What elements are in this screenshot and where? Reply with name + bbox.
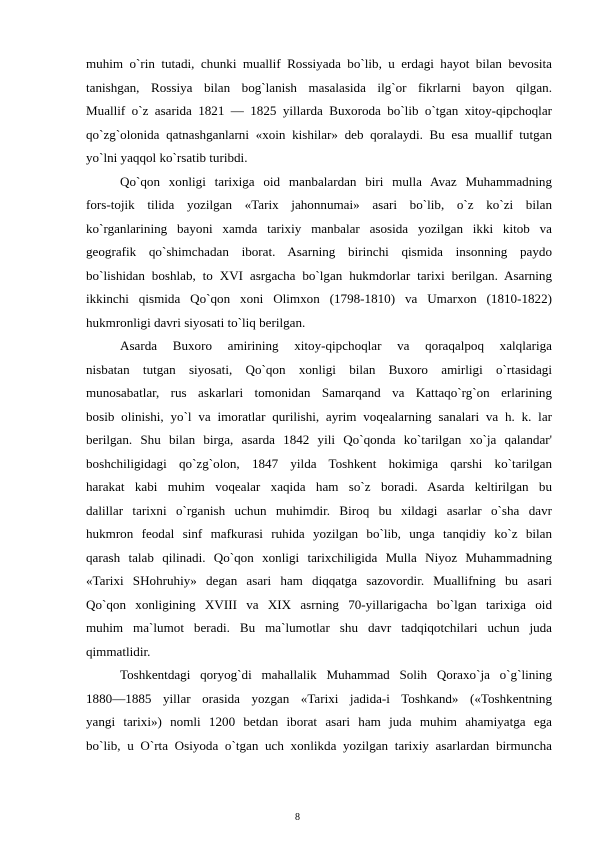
text-line: hukmronligi davri siyosati to`liq berilgan. bbox=[86, 314, 306, 330]
text-line: boshchiligidagi qo`zg`olon, 1847 yilda Toshkent hokimiga qarshi ko`tarilgan bbox=[86, 455, 552, 471]
paragraph bbox=[86, 663, 552, 757]
text-line: bosib olinishi, yo`l va imoratlar qurilishi, ayrim voqealarning sanalari va h. k. lar bbox=[86, 408, 552, 424]
text-line: yangi tarixi») nomli 1200 betdan iborat asari ham juda muhim ahamiyatga ega bbox=[86, 714, 552, 729]
page-number: 8 bbox=[295, 812, 300, 823]
text-line: tanishgan, Rossiya bilan bog`lanish masalasida ilg`or fikrlarni bayon qilgan. bbox=[86, 79, 552, 95]
text-line: yo`lni yaqqol ko`rsatib turibdi. bbox=[86, 150, 248, 165]
text-line: berilgan. Shu bilan birga, asarda 1842 yili Qo`qonda ko`tarilgan xo`ja qalandar' bbox=[86, 432, 552, 447]
text-line: «Tarixi SHohruhiy» degan asari ham diqqatga sazovordir. Muallifning bu asari bbox=[86, 573, 552, 588]
text-line: nisbatan tutgan siyosati, Qo`qon xonligi bilan Buxoro amirligi o`rtasidagi bbox=[86, 361, 552, 377]
body-text bbox=[86, 52, 552, 757]
text-line: dalillar tarixni o`rganish uchun muhimdir. Biroq bu xildagi asarlar o`sha davr bbox=[86, 502, 552, 518]
paragraph bbox=[86, 52, 552, 170]
text-line: ikkinchi qismida Qo`qon xoni Olimxon (1798-1810) va Umarxon (1810-1822) bbox=[86, 291, 552, 306]
text-line: qo`zg`olonida qatnashganlarni «xoin kishilar» deb qoralaydi. Bu esa muallif tutgan bbox=[86, 126, 552, 142]
text-line: Asarda Buxoro amirining xitoy-qipchoqlar va qoraqalpoq xalqlariga bbox=[120, 338, 552, 353]
text-line: ko`rganlarining bayoni xamda tarixiy manbalar asosida yozilgan ikki kitob va bbox=[86, 220, 552, 236]
text-line: Toshkentdagi qoryog`di mahallalik Muhammad Solih Qoraxo`ja o`g`lining bbox=[120, 667, 552, 682]
text-line: muhim ma`lumot beradi. Bu ma`lumotlar shu davr tadqiqotchilari uchun juda bbox=[86, 620, 552, 635]
text-line: hukmron feodal sinf mafkurasi ruhida yozilgan bo`lib, unga tanqidiy ko`z bilan bbox=[86, 526, 552, 541]
text-line: 1880—1885 yillar orasida yozgan «Tarixi jadida-i Toshkand» («Toshkentning bbox=[86, 690, 552, 706]
text-line: bo`lishidan boshlab, to XVI asrgacha bo`lgan hukmdorlar tarixi berilgan. Asarning bbox=[86, 267, 552, 283]
text-line: qimmatlidir. bbox=[86, 643, 151, 659]
text-line: munosabatlar, rus askarlari tomonidan Samarqand va Kattaqo`rg`on erlarining bbox=[86, 385, 552, 400]
paragraph bbox=[86, 334, 552, 663]
text-line: harakat kabi muhim voqealar xaqida ham so`z boradi. Asarda keltirilgan bu bbox=[86, 479, 552, 494]
text-line: fors-tojik tilida yozilgan «Tarix jahonnumai» asari bo`lib, o`z ko`zi bilan bbox=[86, 197, 552, 212]
text-line: Qo`qon xonligining XVIII va XIX asrning 70-yillarigacha bo`lgan tarixiga oid bbox=[86, 596, 552, 612]
text-line: bo`lib, u O`rta Osiyoda o`tgan uch xonlikda yozilgan tarixiy asarlardan birmuncha bbox=[86, 737, 552, 753]
text-line: Qo`qon xonligi tarixiga oid manbalardan biri mulla Avaz Muhammadning bbox=[120, 173, 552, 189]
text-line: qarash talab qilinadi. Qo`qon xonligi tarixchiligida Mulla Niyoz Muhammadning bbox=[86, 549, 552, 565]
text-line: muhim o`rin tutadi, chunki muallif Rossiyada bo`lib, u erdagi hayot bilan bevosita bbox=[86, 56, 552, 71]
text-line: geografik qo`shimchadan iborat. Asarning birinchi qismida insonning paydo bbox=[86, 244, 552, 259]
text-line: Muallif o`z asarida 1821 — 1825 yillarda Buxoroda bo`lib o`tgan xitoy-qipchoqlar bbox=[86, 103, 552, 118]
paragraph bbox=[86, 170, 552, 335]
